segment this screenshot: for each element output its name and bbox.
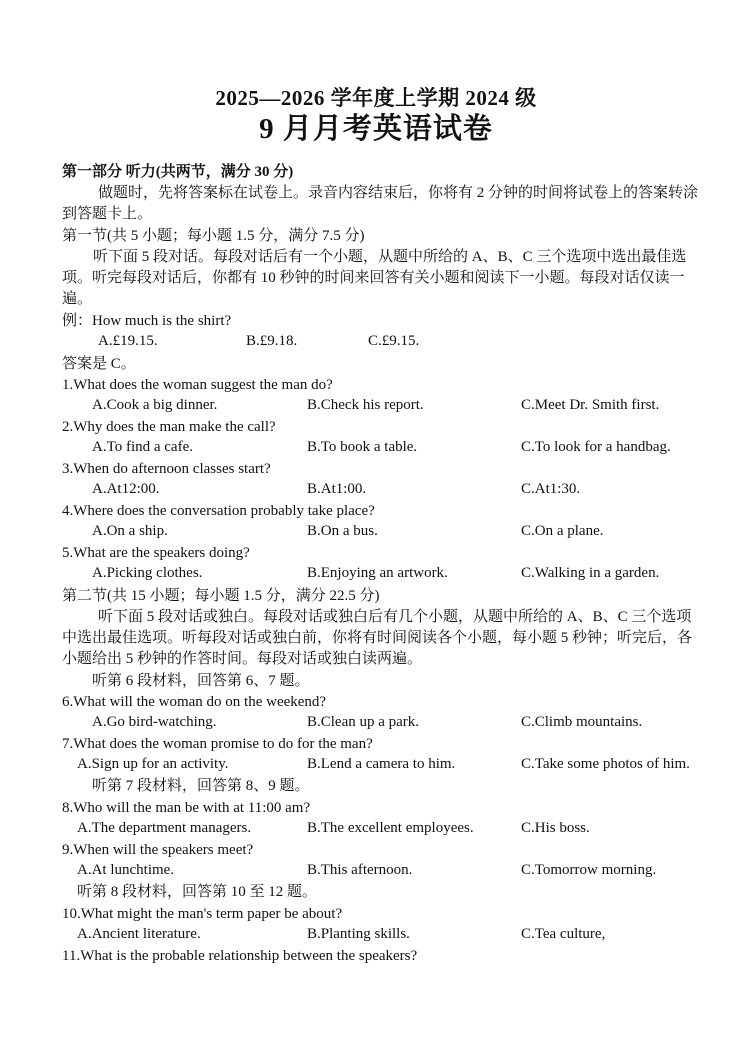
- question-4: 4.Where does the conversation probably take place?: [62, 503, 375, 519]
- q7-option-b: B.Lend a camera to him.: [307, 756, 456, 772]
- question-3: 3.When do afternoon classes start?: [62, 461, 271, 477]
- q2-option-a: A.To find a cafe.: [92, 439, 193, 455]
- exam-title: 9 月月考英语试卷: [259, 113, 493, 145]
- part1-intro-line1: 做题时，先将答案标在试卷上。录音内容结束后，你将有 2 分钟的时间将试卷上的答案转涂: [98, 185, 699, 201]
- q9-option-b: B.This afternoon.: [307, 862, 413, 878]
- section2-heading: 第二节(共 15 小题；每小题 1.5 分，满分 22.5 分): [62, 588, 380, 604]
- question-8: 8.Who will the man be with at 11:00 am?: [62, 800, 311, 816]
- exam-header-line1: 2025—2026 学年度上学期 2024 级: [215, 86, 537, 110]
- q5-option-b: B.Enjoying an artwork.: [307, 565, 448, 581]
- q3-option-c: C.At1:30.: [521, 481, 581, 497]
- q10-option-a: A.Ancient literature.: [77, 926, 201, 942]
- q5-option-c: C.Walking in a garden.: [521, 565, 660, 581]
- section1-instructions-line1: 听下面 5 段对话。每段对话后有一个小题，从题中所给的 A、B、C 三个选项中选出最佳选: [93, 249, 687, 265]
- q1-option-c: C.Meet Dr. Smith first.: [521, 397, 660, 413]
- section2-instructions-line2: 中选出最佳选项。听每段对话或独白前，你将有时间阅读各个小题，每小题 5 秒钟；听完后，各: [62, 630, 693, 646]
- q2-option-b: B.To book a table.: [307, 439, 418, 455]
- q8-option-a: A.The department managers.: [77, 820, 252, 836]
- example-option-b: B.£9.18.: [246, 333, 298, 349]
- q4-option-a: A.On a ship.: [92, 523, 168, 539]
- question-11: 11.What is the probable relationship between the speakers?: [62, 948, 418, 964]
- q6-option-c: C.Climb mountains.: [521, 714, 643, 730]
- q9-option-c: C.Tomorrow morning.: [521, 862, 657, 878]
- section1-instructions-line2: 项。听完每段对话后，你都有 10 秒钟的时间来回答有关小题和阅读下一小题。每段对话仅读一: [62, 270, 685, 286]
- question-9: 9.When will the speakers meet?: [62, 842, 254, 858]
- q6-option-b: B.Clean up a park.: [307, 714, 420, 730]
- material-7-note: 听第 7 段材料，回答第 8、9 题。: [92, 778, 310, 794]
- q4-option-c: C.On a plane.: [521, 523, 604, 539]
- material-8-note: 听第 8 段材料，回答第 10 至 12 题。: [77, 884, 318, 900]
- q7-option-a: A.Sign up for an activity.: [77, 756, 229, 772]
- q7-option-c: C.Take some photos of him.: [521, 756, 690, 772]
- q1-option-a: A.Cook a big dinner.: [92, 397, 218, 413]
- part1-intro-line2: 到答题卡上。: [62, 206, 153, 222]
- q8-option-b: B.The excellent employees.: [307, 820, 474, 836]
- example-option-a: A.£19.15.: [98, 333, 158, 349]
- material-6-note: 听第 6 段材料，回答第 6、7 题。: [92, 673, 310, 689]
- part1-heading: 第一部分 听力(共两节，满分 30 分): [62, 164, 294, 180]
- section2-instructions-line1: 听下面 5 段对话或独白。每段对话或独白后有几个小题，从题中所给的 A、B、C 三个选项: [98, 609, 692, 625]
- q10-option-c: C.Tea culture,: [521, 926, 606, 942]
- q2-option-c: C.To look for a handbag.: [521, 439, 671, 455]
- question-10: 10.What might the man's term paper be about?: [62, 906, 343, 922]
- question-1: 1.What does the woman suggest the man do?: [62, 377, 333, 393]
- section1-heading: 第一节(共 5 小题；每小题 1.5 分，满分 7.5 分): [62, 228, 365, 244]
- example-question: 例：How much is the shirt?: [62, 313, 232, 329]
- q4-option-b: B.On a bus.: [307, 523, 378, 539]
- q9-option-a: A.At lunchtime.: [77, 862, 175, 878]
- section2-instructions-line3: 小题给出 5 秒钟的作答时间。每段对话或独白读两遍。: [62, 651, 423, 667]
- q1-option-b: B.Check his report.: [307, 397, 424, 413]
- q3-option-a: A.At12:00.: [92, 481, 160, 497]
- example-option-c: C.£9.15.: [368, 333, 420, 349]
- q3-option-b: B.At1:00.: [307, 481, 367, 497]
- q5-option-a: A.Picking clothes.: [92, 565, 203, 581]
- question-7: 7.What does the woman promise to do for the man?: [62, 736, 373, 752]
- q10-option-b: B.Planting skills.: [307, 926, 410, 942]
- question-5: 5.What are the speakers doing?: [62, 545, 250, 561]
- section1-instructions-line3: 遍。: [62, 291, 93, 307]
- q6-option-a: A.Go bird-watching.: [92, 714, 217, 730]
- example-answer: 答案是 C。: [62, 356, 136, 372]
- question-2: 2.Why does the man make the call?: [62, 419, 276, 435]
- q8-option-c: C.His boss.: [521, 820, 590, 836]
- question-6: 6.What will the woman do on the weekend?: [62, 694, 327, 710]
